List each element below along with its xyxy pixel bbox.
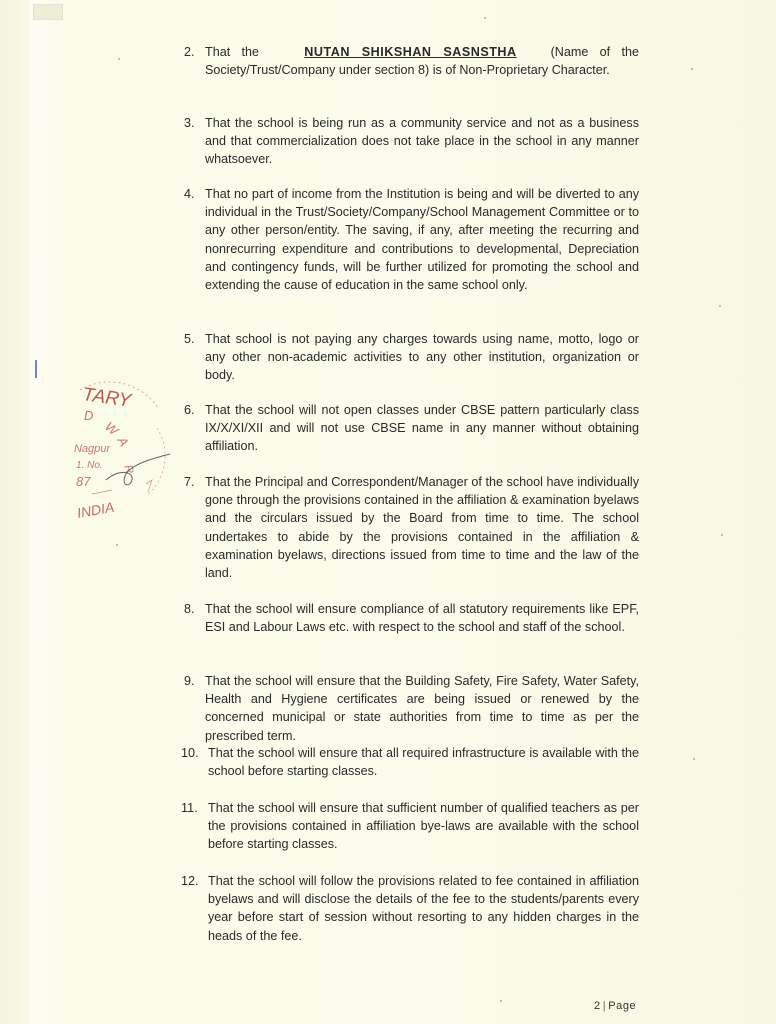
scan-speck <box>691 68 693 70</box>
clause-5 <box>181 330 639 385</box>
clause-2 <box>181 43 639 79</box>
clause-6 <box>181 401 639 456</box>
stamp-text-top: TARY <box>81 384 133 412</box>
clause-number: 3. <box>184 116 195 130</box>
clause-number: 9. <box>184 674 195 688</box>
scan-edge <box>30 0 64 1024</box>
scan-speck <box>500 1000 502 1002</box>
pen-mark <box>35 360 37 378</box>
clause-text: That the school will ensure that all required infrastructure is available with the school before starting classes. <box>208 746 639 779</box>
clause-text: That the school is being run as a community service and not as a business and that commercialization does not take place in the school in any manner whatsoever. <box>205 116 639 167</box>
clause-8 <box>181 600 639 636</box>
clause-number: 7. <box>184 475 195 489</box>
society-name: NUTAN SHIKSHAN SASNSTHA <box>304 45 517 59</box>
clause-number: 6. <box>184 403 195 417</box>
clause-9 <box>181 672 639 745</box>
stamp-text-left-2: 1. No. <box>76 460 103 471</box>
clause-text: That the Principal and Correspondent/Manager of the school have individually gone through the provisions contained in the affiliation & examination byelaws and the circulars issued by the Board from time to time. The school undertakes to abide by the provisions contained in the affiliation & examination byelaws, directions issued from time to time and the law of the land. <box>205 475 639 581</box>
clause-number: 8. <box>184 602 195 616</box>
stamp-text-bottom: INDIA <box>75 498 116 521</box>
clause-10 <box>181 744 639 780</box>
clause-text: That the school will ensure that the Building Safety, Fire Safety, Water Safety, Health and Hygiene certificates are being issued or renewed by the concerned municipal or state authorities from time to time as per the prescribed term. <box>205 674 639 743</box>
notary-stamp-graphic <box>62 368 182 538</box>
scan-speck <box>719 305 721 307</box>
clause-number: 5. <box>184 332 195 346</box>
clause-number: 10. <box>181 746 199 760</box>
scan-speck <box>116 544 118 546</box>
scan-speck <box>693 758 695 760</box>
clause-text: That the school will follow the provisions related to fee contained in affiliation byelaws and will disclose the details of the fee to the students/parents every year before start of session without resorting to any hidden charges in the heads of the fee. <box>208 874 639 943</box>
page-label: Page <box>608 1000 637 1012</box>
page-footer <box>594 1000 636 1012</box>
clause-11 <box>181 799 639 854</box>
clause-text: That the school will ensure compliance of all statutory requirements like EPF, ESI and Labour Laws etc. with respect to the school and staff of the school. <box>205 602 639 635</box>
scan-speck <box>118 58 120 60</box>
scan-speck <box>721 534 723 536</box>
clause-text: That the school will not open classes under CBSE pattern particularly class IX/X/XI/XII and will not use CBSE name in any manner without obtaining affiliation. <box>205 403 639 454</box>
notary-stamp <box>62 368 182 538</box>
clause-text: That the NUTAN SHIKSHAN SASNSTHA (Name of the Society/Trust/Company under section 8) is of Non-Proprietary Character. <box>205 45 639 78</box>
stamp-text-left-1: Nagpur <box>74 443 111 455</box>
clause-number: 4. <box>184 187 195 201</box>
scan-corner-mark <box>33 4 63 20</box>
clause-3 <box>181 114 639 169</box>
scan-speck <box>484 17 486 19</box>
clause-12 <box>181 872 639 945</box>
clause-text: That the school will ensure that sufficient number of qualified teachers as per the provisions contained in affiliation bye-laws are available with the school before starting classes. <box>208 801 639 852</box>
stamp-text-left-3: 87 <box>76 474 91 489</box>
stamp-r: R <box>121 463 137 476</box>
page-number: 2 <box>594 1000 601 1012</box>
stamp-a: A <box>114 434 132 450</box>
stamp-d: D <box>84 408 94 423</box>
stamp-w: W <box>102 418 122 439</box>
clause-4 <box>181 185 639 294</box>
clause-number: 12. <box>181 874 199 888</box>
clause-number: 2. <box>184 45 195 59</box>
clause-7 <box>181 473 639 582</box>
footer-separator: | <box>602 1000 607 1012</box>
clause-text: That no part of income from the Institution is being and will be diverted to any individual in the Trust/Society/Company/School Management Committee or to any other person/entity. The saving, if any, after meeting the recurring and nonrecurring expenditure and contributions to developmental, Depreciation and contingency funds, will be further utilized for promoting the school and extending the cause of education in the same school only. <box>205 187 639 293</box>
signature-scribble <box>106 454 170 485</box>
clause-number: 11. <box>181 801 198 815</box>
clause-text: That school is not paying any charges towards using name, motto, logo or any other non-academic activities to any other institution, organization or body. <box>205 332 639 383</box>
